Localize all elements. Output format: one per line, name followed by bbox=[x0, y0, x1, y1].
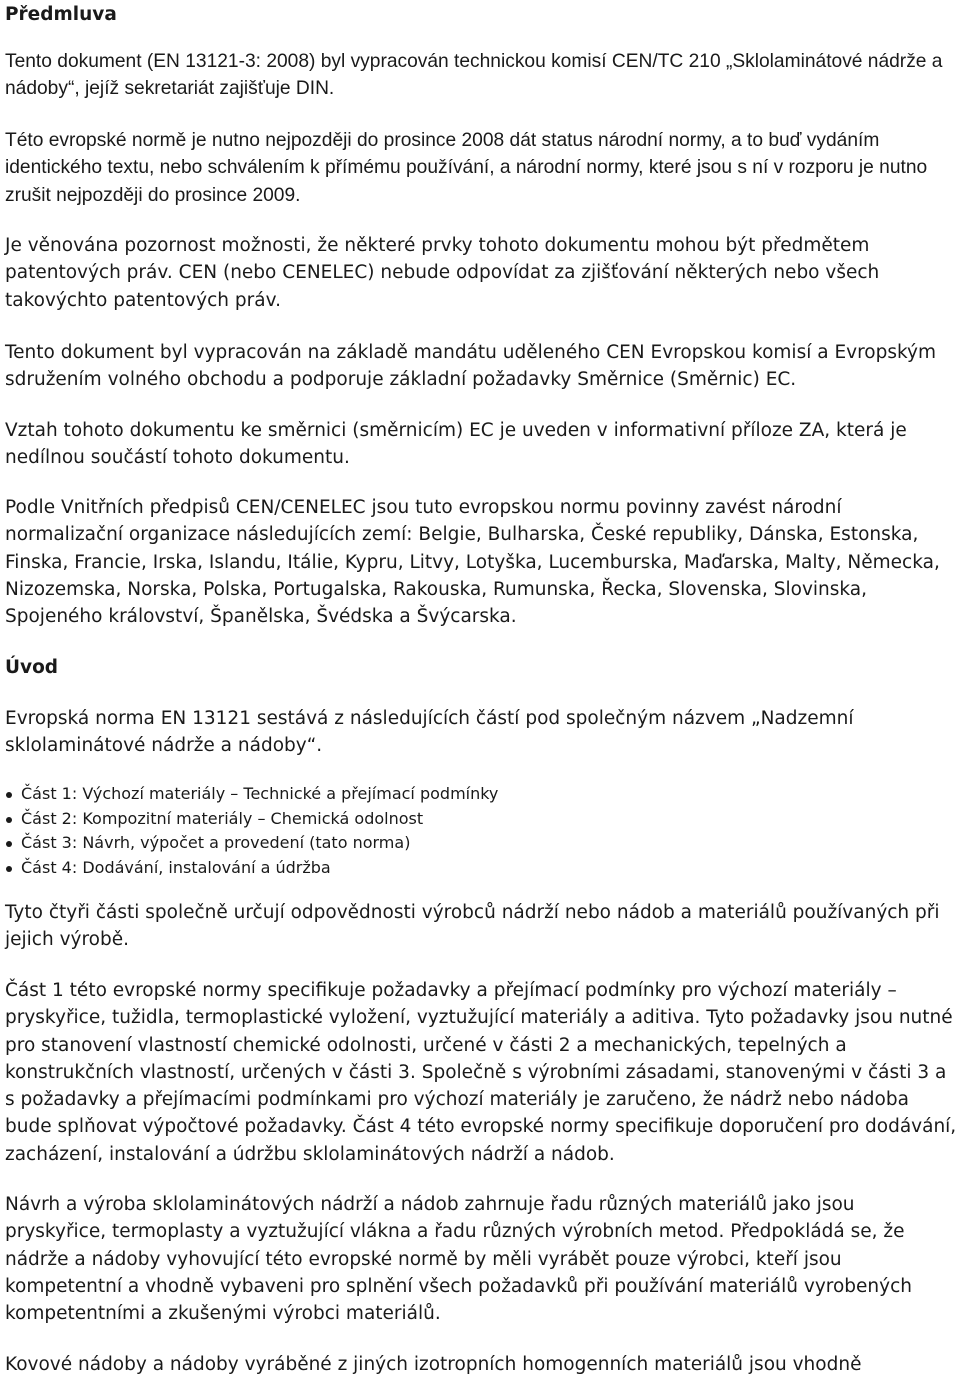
bullet-icon bbox=[6, 841, 12, 847]
paragraph-patent-rights: Je věnována pozornost možnosti, že některé prvky tohoto dokumentu mohou být předmětem patentových práv. CEN (nebo CENELEC) nebude odpovídat za zjišťování některých nebo všech takovýchto patentových práv. bbox=[5, 235, 880, 311]
parts-list bbox=[5, 782, 705, 881]
heading-foreword: Předmluva bbox=[5, 4, 117, 25]
list-item: Část 2: Kompozitní materiály – Chemická odolnost bbox=[5, 807, 705, 832]
paragraph-standard-parts: Evropská norma EN 13121 sestává z následujících částí pod společným názvem „Nadzemní sklolaminátové nádrže a nádoby“. bbox=[5, 708, 854, 757]
bullet-icon bbox=[6, 792, 12, 798]
paragraph-member-countries: Podle Vnitřních předpisů CEN/CENELEC jsou tuto evropskou normu povinny zavést národní normalizační organizace následujících zemí: Belgie, Bulharska, České republiky, Dánska, Estonska, Finska, Francie, Irska, Islandu, Itálie, Kypru, Litvy, Lotyška, Lucemburska, Maďarska, Malty, Německa, Nizozemska, Norska, Polska, Portugalska, Rakouska, Rumunska, Řecka, Slovenska, Slovinska, Spojeného království, Španělska, Švédska a Švýcarska. bbox=[5, 497, 940, 628]
paragraph-design-manufacture: Návrh a výroba sklolaminátových nádrží a nádob zahrnuje řadu různých materiálů jako jsou pryskyřice, termoplasty a vyztužující vlákna a řadu různých výrobních metod. Předpokládá se, že nádrže a nádoby vyhovující této evropské normě by měli vyrábět pouze výrobci, kteří jsou kompetentní a vhodně vybaveni pro splnění všech požadavků při používání materiálů vyrobených kompetentními a zkušenými výrobci materiálů. bbox=[5, 1194, 912, 1325]
heading-introduction: Úvod bbox=[5, 657, 59, 678]
paragraph-metal-vessels: Kovové nádoby a nádoby vyráběné z jiných izotropních homogenních materiálů jsou vhodně bbox=[5, 1354, 862, 1375]
paragraph-part-requirements: Část 1 této evropské normy specifikuje požadavky a přejímací podmínky pro výchozí materiály – pryskyřice, tužidla, termoplastické vyložení, vyztužující materiály a aditiva. Tyto požadavky jsou nutné pro stanovení vlastností chemické odolnosti, určené v části 2 a mechanických, tepelných a konstrukčních vlastností, určených v části 3. Společně s výrobními zásadami, stanovenými v části 3 a s požadavky a přejímacími podmínkami pro výchozí materiály je zaručeno, že nádrž nebo nádoba bude splňovat výpočtové požadavky. Část 4 této evropské normy specifikuje doporučení pro dodávání, zacházení, instalování a údržbu sklolaminátových nádrží a nádob. bbox=[5, 980, 957, 1165]
list-item: Část 4: Dodávání, instalování a údržba bbox=[5, 856, 705, 881]
list-item: Část 3: Návrh, výpočet a provedení (tato norma) bbox=[5, 831, 705, 856]
paragraph-document-origin: Tento dokument (EN 13121-3: 2008) byl vypracován technickou komisí CEN/TC 210 „Sklolaminátové nádrže a nádoby“, jejíž sekretariát zajišťuje DIN. bbox=[5, 51, 943, 100]
list-item: Část 1: Výchozí materiály – Technické a přejímací podmínky bbox=[5, 782, 705, 807]
paragraph-status-deadline: Této evropské normě je nutno nejpozději do prosince 2008 dát status národní normy, a to buď vydáním identického textu, nebo schválením k přímému používání, a národní normy, které jsou s ní v rozporu je nutno zrušit nejpozději do prosince 2009. bbox=[5, 130, 928, 206]
bullet-icon bbox=[6, 817, 12, 823]
bullet-icon bbox=[6, 866, 12, 872]
paragraph-responsibilities: Tyto čtyři části společně určují odpovědnosti výrobců nádrží nebo nádob a materiálů používaných při jejich výrobě. bbox=[5, 902, 940, 951]
paragraph-mandate: Tento dokument byl vypracován na základě mandátu uděleného CEN Evropskou komisí a Evropským sdružením volného obchodu a podporuje základní požadavky Směrnice (Směrnic) EC. bbox=[5, 342, 937, 391]
paragraph-annex-za: Vztah tohoto dokumentu ke směrnici (směrnicím) EC je uveden v informativní příloze ZA, která je nedílnou součástí tohoto dokumentu. bbox=[5, 420, 907, 469]
